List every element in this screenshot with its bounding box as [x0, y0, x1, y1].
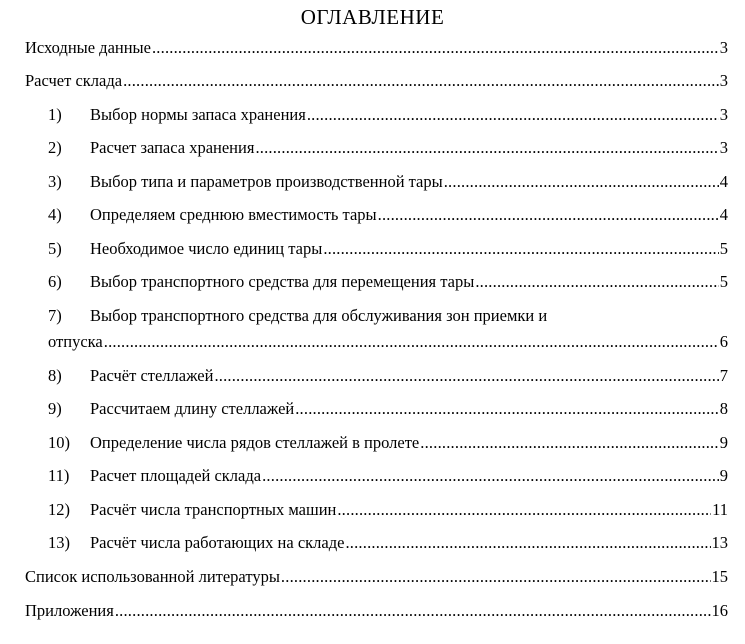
toc-page-number: 3	[719, 71, 728, 90]
toc-entry-label: Расчет запаса хранения	[90, 138, 255, 157]
toc-entry-number: 12)	[48, 500, 70, 519]
toc-entry-number: 10)	[48, 433, 70, 452]
toc-entry-number: 1)	[48, 105, 62, 124]
toc-page-number: 9	[719, 433, 728, 452]
toc-entry-1[interactable]	[48, 105, 728, 127]
dot-leader	[323, 239, 718, 259]
toc-entry-label-continuation: отпуска	[48, 332, 103, 351]
toc-entry-label: Выбор нормы запаса хранения	[90, 105, 306, 124]
toc-entry-label: Рассчитаем длину стеллажей	[90, 399, 295, 418]
toc-entry-11[interactable]	[48, 466, 728, 488]
toc-entry-5[interactable]	[48, 239, 728, 261]
toc-page-number: 6	[719, 332, 728, 351]
toc-entry-number: 3)	[48, 172, 62, 191]
toc-entry-warehouse-calc[interactable]	[25, 71, 728, 93]
dot-leader	[123, 71, 719, 91]
dot-leader	[214, 366, 718, 386]
toc-entry-3[interactable]	[48, 172, 728, 194]
toc-entry-number: 7)	[48, 306, 62, 325]
toc-entry-number: 5)	[48, 239, 62, 258]
toc-entry-references[interactable]	[25, 567, 728, 589]
dot-leader	[255, 138, 718, 158]
toc-page-number: 3	[719, 138, 728, 157]
dot-leader	[115, 601, 711, 621]
toc-entry-label: Исходные данные	[25, 38, 151, 57]
toc-entry-10[interactable]	[48, 433, 728, 455]
toc-entry-7[interactable]	[48, 306, 547, 326]
toc-page-number: 16	[711, 601, 728, 620]
toc-entry-label: Определение числа рядов стеллажей в пролете	[90, 433, 420, 452]
toc-title: ОГЛАВЛЕНИЕ	[300, 5, 445, 29]
dot-leader	[378, 205, 719, 225]
toc-page-number: 7	[719, 366, 728, 385]
toc-entry-2[interactable]	[48, 138, 728, 160]
toc-page-number: 15	[711, 567, 728, 586]
toc-entry-number: 2)	[48, 138, 62, 157]
dot-leader	[337, 500, 711, 520]
toc-page-number: 8	[719, 399, 728, 418]
toc-page-number: 5	[719, 239, 728, 258]
toc-entry-number: 9)	[48, 399, 62, 418]
toc-entry-source-data[interactable]	[25, 38, 728, 60]
toc-entry-label: Расчет площадей склада	[90, 466, 262, 485]
toc-entry-4[interactable]	[48, 205, 728, 227]
toc-page-number: 4	[719, 205, 728, 224]
toc-page-number: 11	[712, 500, 728, 519]
toc-entry-appendices[interactable]	[25, 601, 728, 623]
toc-entry-label: Список использованной литературы	[25, 567, 280, 586]
toc-entry-label: Выбор транспортного средства для обслуживания зон приемки и	[90, 306, 548, 325]
toc-entry-6[interactable]	[48, 272, 728, 294]
toc-entry-number: 8)	[48, 366, 62, 385]
toc-page-number: 4	[719, 172, 728, 191]
toc-page-number: 9	[719, 466, 728, 485]
toc-entry-label: Определяем среднюю вместимость тары	[90, 205, 377, 224]
toc-entry-label: Необходимое число единиц тары	[90, 239, 323, 258]
dot-leader	[295, 399, 719, 419]
dot-leader	[262, 466, 719, 486]
toc-entry-label: Выбор типа и параметров производственной тары	[90, 172, 443, 191]
toc-entry-13[interactable]	[48, 533, 728, 555]
dot-leader	[307, 105, 719, 125]
toc-entry-label: Расчёт числа работающих на складе	[90, 533, 345, 552]
dot-leader	[420, 433, 718, 453]
toc-page-number: 3	[719, 105, 728, 124]
dot-leader	[152, 38, 719, 58]
dot-leader	[444, 172, 719, 192]
dot-leader	[475, 272, 718, 292]
toc-entry-number: 13)	[48, 533, 70, 552]
toc-entry-number: 4)	[48, 205, 62, 224]
dot-leader	[281, 567, 711, 587]
dot-leader	[104, 332, 719, 352]
toc-entry-label: Приложения	[25, 601, 114, 620]
toc-entry-number: 6)	[48, 272, 62, 291]
toc-entry-number: 11)	[48, 466, 70, 485]
toc-entry-8[interactable]	[48, 366, 728, 388]
toc-entry-7-continuation[interactable]	[48, 332, 728, 354]
toc-entry-9[interactable]	[48, 399, 728, 421]
toc-entry-12[interactable]	[48, 500, 728, 522]
toc-page-number: 3	[719, 38, 728, 57]
toc-entry-label: Выбор транспортного средства для перемещения тары	[90, 272, 475, 291]
toc-entry-label: Расчёт числа транспортных машин	[90, 500, 337, 519]
toc-page-number: 5	[719, 272, 728, 291]
toc-entry-label: Расчет склада	[25, 71, 123, 90]
toc-entry-label: Расчёт стеллажей	[90, 366, 214, 385]
dot-leader	[345, 533, 710, 553]
toc-page-number: 13	[711, 533, 728, 552]
